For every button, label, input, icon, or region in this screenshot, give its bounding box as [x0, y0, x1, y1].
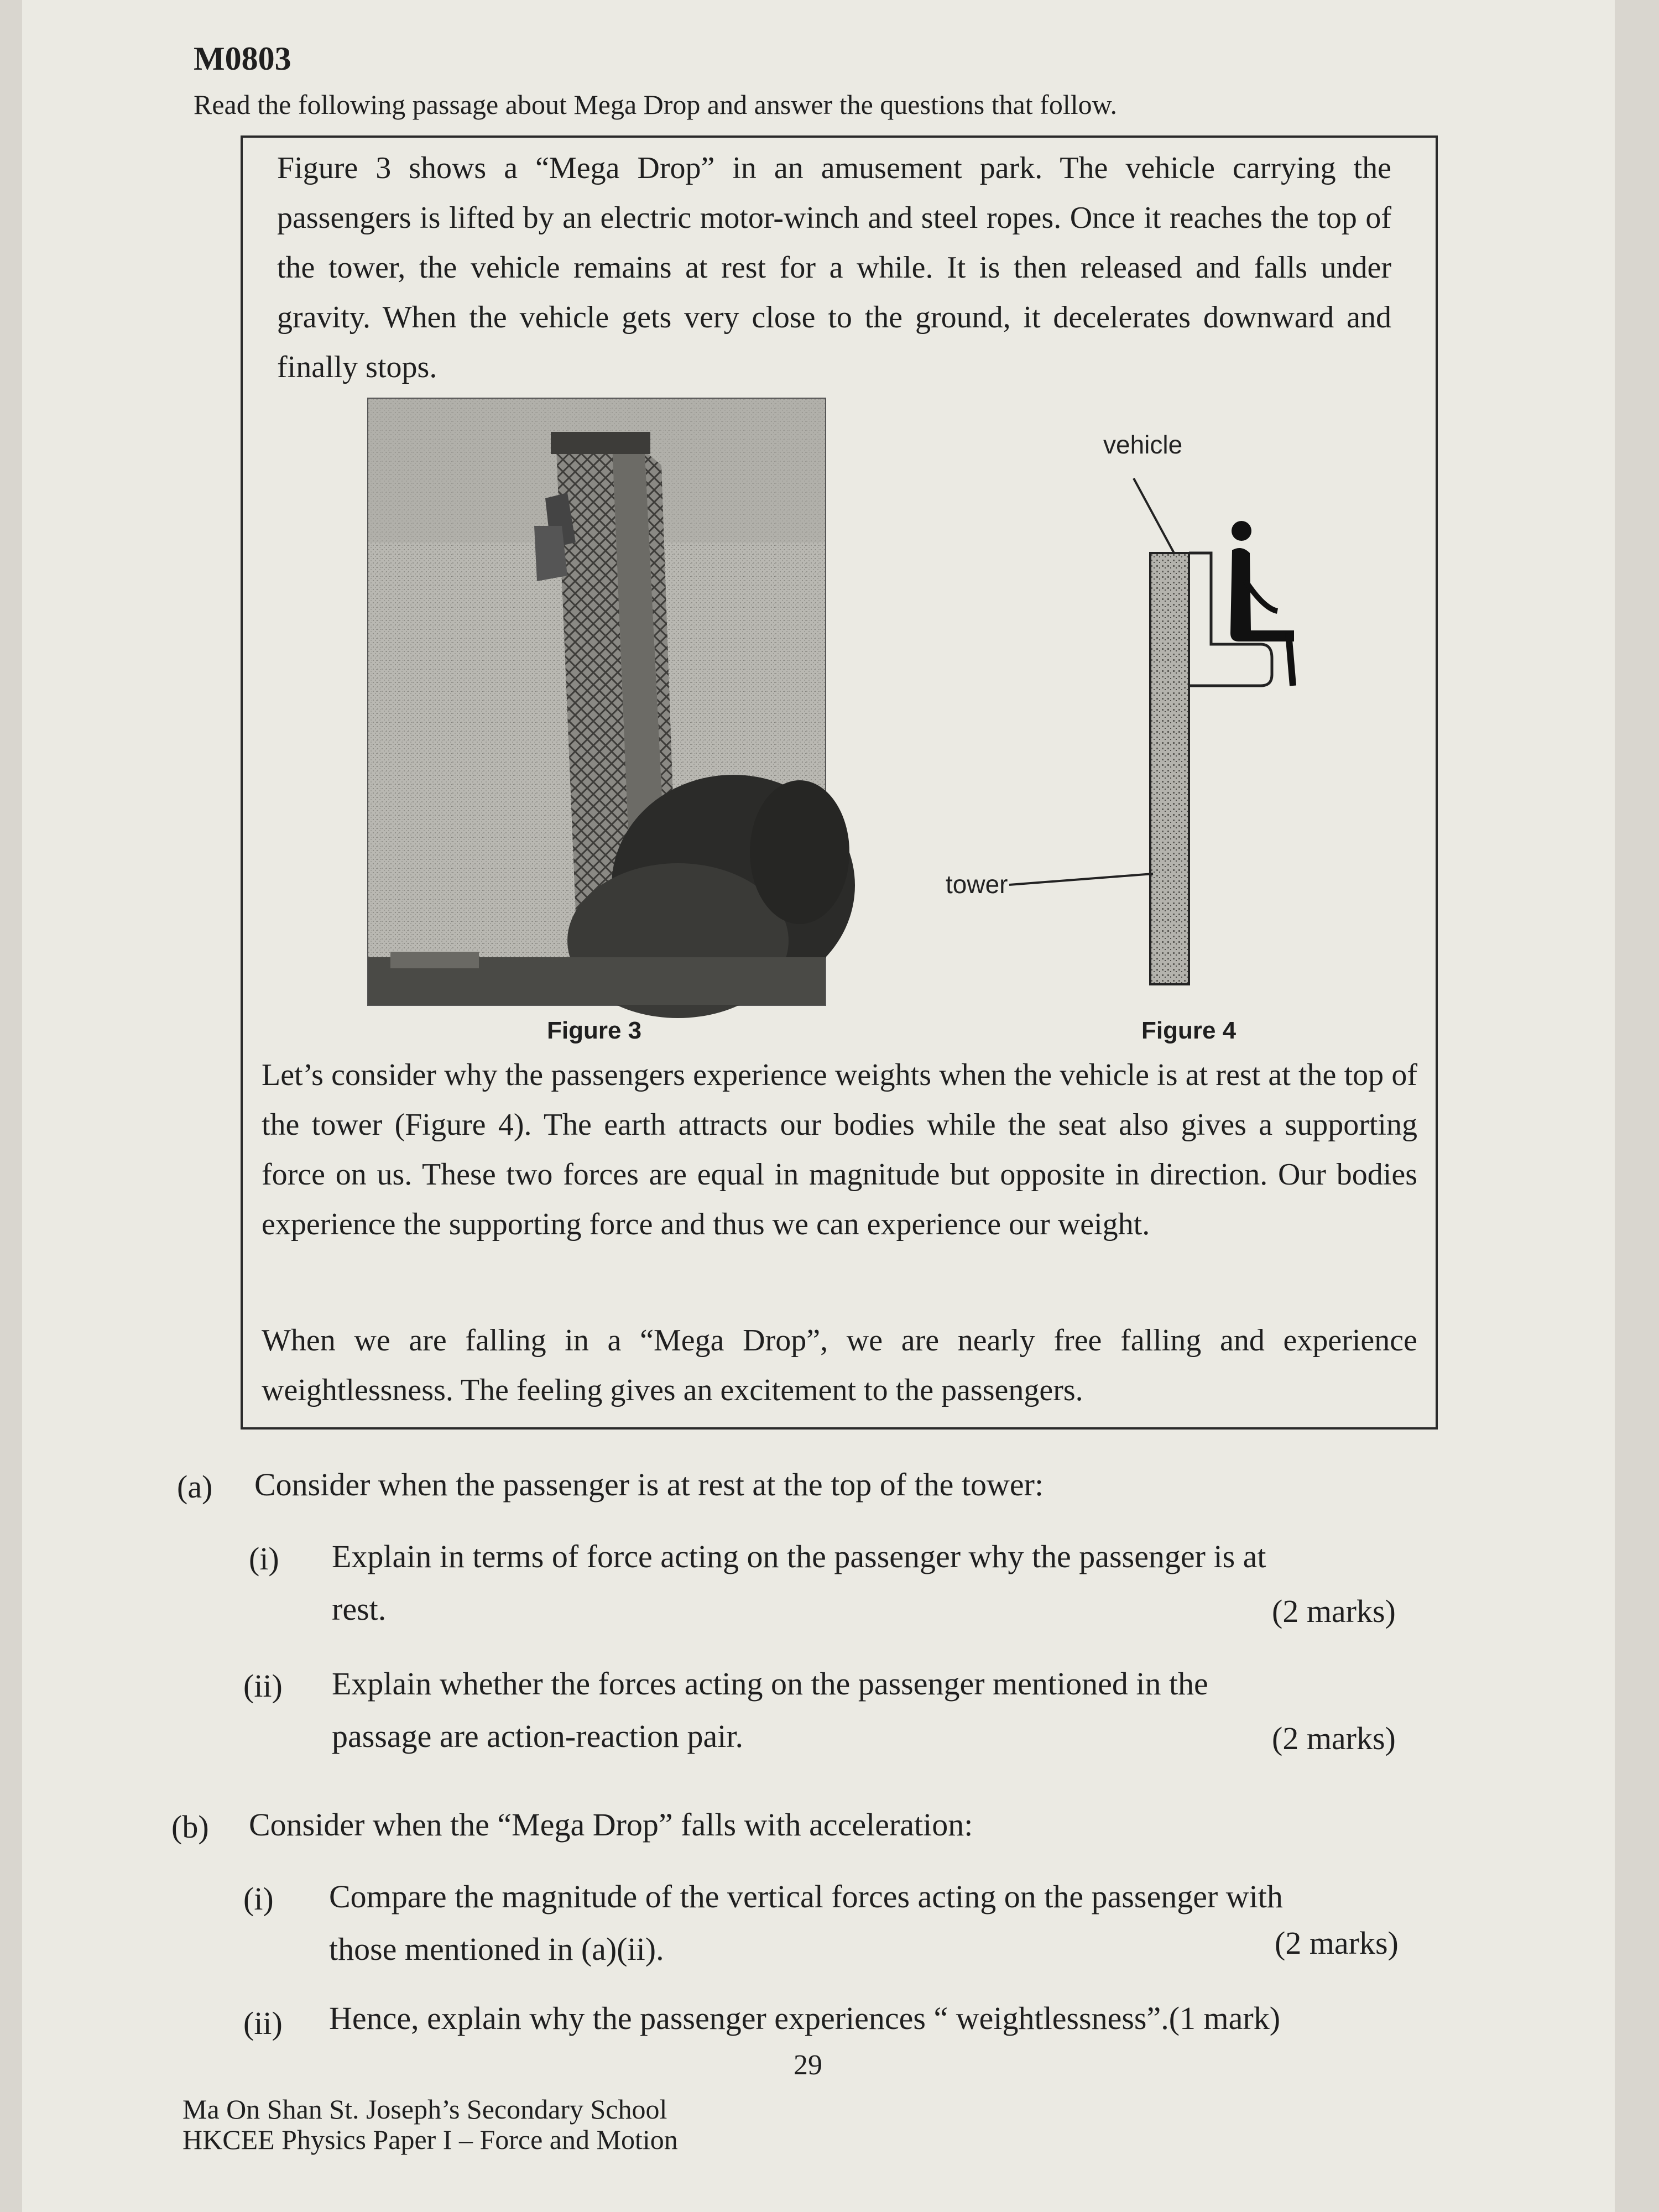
tower-label: tower	[946, 870, 1008, 899]
question-a-ii-line2: passage are action-reaction pair.	[332, 1718, 743, 1754]
passage-paragraph-1: Figure 3 shows a “Mega Drop” in an amusement park. The vehicle carrying the passengers is lifted by an electric motor-winch and steel ropes. Once it reaches the top of the tower, the vehicle remains at rest for a while. It is then released and falls under gravity. When the vehicle gets very close to the ground, it decelerates downward and finally stops.	[277, 151, 1391, 384]
passenger-figure	[1230, 521, 1294, 686]
question-a-ii-marks: (2 marks)	[1272, 1720, 1396, 1756]
question-a-text: Consider when the passenger is at rest at the top of the tower:	[254, 1467, 1044, 1503]
tower-shape	[1150, 553, 1189, 984]
footer-school: Ma On Shan St. Joseph’s Secondary School	[182, 2094, 667, 2125]
question-b-i-marks: (2 marks)	[1275, 1925, 1399, 1961]
exam-page	[22, 0, 1615, 2212]
question-a-ii-line1: Explain whether the forces acting on the passenger mentioned in the	[332, 1666, 1208, 1702]
question-b-ii-label: (ii)	[243, 2005, 283, 2041]
question-code: M0803	[194, 40, 291, 77]
passage-paragraph-2: Let’s consider why the passengers experience weights when the vehicle is at rest at the top of the tower (Figure 4). The earth attracts our bodies while the seat also gives a supporting force on us. These two forces are equal in magnitude but opposite in direction. Our bodies experience the supporting force and thus we can experience our weight.	[262, 1058, 1417, 1241]
vehicle-label: vehicle	[1103, 430, 1183, 459]
vehicle-seat	[1189, 553, 1272, 686]
passage-paragraph-3: When we are falling in a “Mega Drop”, we are nearly free falling and experience weightlessness. The feeling gives an excitement to the passengers.	[262, 1323, 1417, 1407]
question-b-i-line2: those mentioned in (a)(ii).	[329, 1931, 664, 1967]
mega-drop-tower-photo	[368, 399, 825, 1005]
instructions: Read the following passage about Mega Drop and answer the questions that follow.	[194, 89, 1117, 120]
figure-3-caption: Figure 3	[547, 1017, 642, 1044]
question-a-i-label: (i)	[249, 1541, 279, 1577]
tower-pointer	[1009, 874, 1153, 885]
question-a-i-marks: (2 marks)	[1272, 1593, 1396, 1629]
question-a-i-line2: rest.	[332, 1591, 387, 1627]
question-b-i-label: (i)	[243, 1881, 274, 1917]
question-b-ii-line1: Hence, explain why the passenger experiences “ weightlessness”.(1 mark)	[329, 2000, 1281, 2036]
question-b-i-line1: Compare the magnitude of the vertical forces acting on the passenger with	[329, 1879, 1283, 1914]
figure-4-drawing	[946, 398, 1394, 1018]
question-b-text: Consider when the “Mega Drop” falls with acceleration:	[249, 1807, 973, 1843]
figure-3-photo	[367, 398, 826, 1006]
figure-4-caption: Figure 4	[1141, 1017, 1237, 1044]
footer-subject: HKCEE Physics Paper I – Force and Motion	[182, 2124, 678, 2155]
question-a-i-line1: Explain in terms of force acting on the passenger why the passenger is at	[332, 1538, 1266, 1574]
question-a-ii-label: (ii)	[243, 1668, 283, 1704]
page-number: 29	[794, 2049, 822, 2081]
question-a-label: (a)	[177, 1469, 213, 1505]
question-b-label: (b)	[171, 1809, 209, 1845]
